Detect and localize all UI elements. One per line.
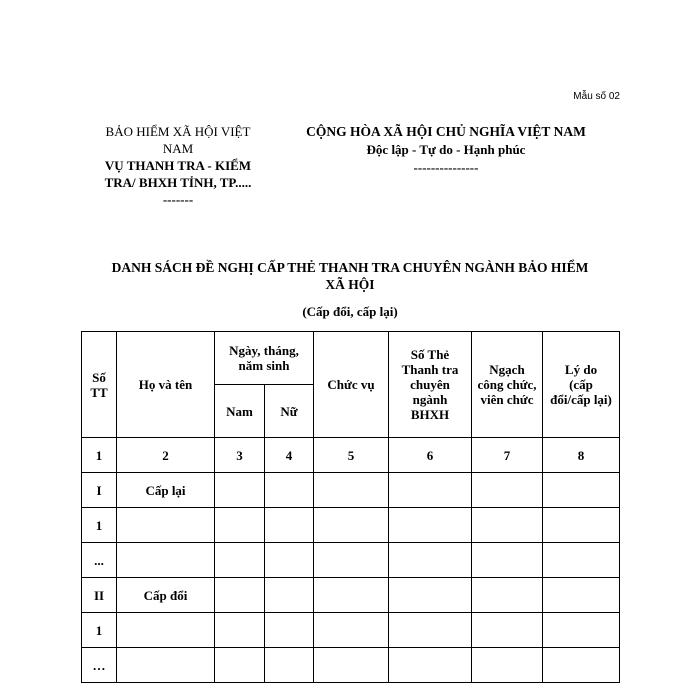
- cell: [472, 578, 543, 613]
- document-title: [80, 259, 620, 293]
- cell: [215, 543, 265, 578]
- column-number: 6: [389, 438, 472, 473]
- cell: [389, 543, 472, 578]
- request-table: [81, 331, 620, 683]
- cell: [265, 543, 314, 578]
- column-number: 8: [543, 438, 620, 473]
- header-male: Nam: [215, 385, 265, 438]
- agency-header: [88, 123, 268, 208]
- row-name: Cấp lại: [117, 473, 215, 508]
- cell: [543, 648, 620, 683]
- cell: [389, 473, 472, 508]
- cell: [215, 578, 265, 613]
- row-name: [117, 648, 215, 683]
- table-row: [82, 508, 620, 543]
- department-line1: VỤ THANH TRA - KIỂM: [104, 158, 252, 173]
- department-line2: TRA/ BHXH TỈNH, TP.....: [104, 175, 252, 190]
- header-stt: Số TT: [82, 332, 117, 438]
- cell: [314, 508, 389, 543]
- row-stt: II: [82, 578, 117, 613]
- cell: [543, 473, 620, 508]
- table-row: [82, 613, 620, 648]
- column-number-row: [82, 438, 620, 473]
- cell: [215, 473, 265, 508]
- country-name: CỘNG HÒA XÃ HỘI CHỦ NGHĨA VIỆT NAM: [306, 124, 586, 139]
- header-full-name: Họ và tên: [117, 332, 215, 438]
- column-number: 3: [215, 438, 265, 473]
- row-name: [117, 508, 215, 543]
- column-number: 4: [265, 438, 314, 473]
- cell: [543, 578, 620, 613]
- row-name: [117, 543, 215, 578]
- cell: [472, 543, 543, 578]
- agency-name-line2: NAM: [162, 141, 194, 156]
- cell: [215, 508, 265, 543]
- cell: [265, 473, 314, 508]
- header-position: Chức vụ: [314, 332, 389, 438]
- row-stt: 1: [82, 508, 117, 543]
- cell: [472, 473, 543, 508]
- row-stt: …: [82, 648, 117, 683]
- cell: [389, 578, 472, 613]
- table-row: [82, 473, 620, 508]
- agency-divider: -------: [162, 192, 194, 207]
- table-header-row: [82, 332, 620, 385]
- cell: [314, 613, 389, 648]
- header-date-of-birth: Ngày, tháng, năm sinh: [215, 332, 314, 385]
- cell: [543, 508, 620, 543]
- cell: [215, 613, 265, 648]
- row-name: [117, 613, 215, 648]
- row-name: Cấp đổi: [117, 578, 215, 613]
- agency-name-line1: BẢO HIỂM XÃ HỘI VIỆT: [105, 124, 251, 139]
- cell: [543, 613, 620, 648]
- column-number: 5: [314, 438, 389, 473]
- cell: [389, 613, 472, 648]
- cell: [314, 648, 389, 683]
- national-header: [285, 123, 607, 177]
- row-stt: 1: [82, 613, 117, 648]
- row-stt: I: [82, 473, 117, 508]
- header-rank: Ngạch công chức, viên chức: [472, 332, 543, 438]
- cell: [265, 613, 314, 648]
- national-divider: ---------------: [413, 160, 479, 175]
- table-row: [82, 648, 620, 683]
- cell: [472, 613, 543, 648]
- cell: [543, 543, 620, 578]
- cell: [215, 648, 265, 683]
- document-subtitle: (Cấp đổi, cấp lại): [302, 304, 398, 319]
- national-motto: Độc lập - Tự do - Hạnh phúc: [366, 142, 526, 157]
- cell: [389, 508, 472, 543]
- document-title-line1: DANH SÁCH ĐỀ NGHỊ CẤP THẺ THANH TRA CHUYÊN NGÀNH BẢO HIỂM: [111, 260, 589, 275]
- cell: [265, 508, 314, 543]
- column-number: 2: [117, 438, 215, 473]
- document-title-line2: XÃ HỘI: [325, 277, 375, 292]
- column-number: 1: [82, 438, 117, 473]
- cell: [472, 508, 543, 543]
- header-card-number: Số Thẻ Thanh tra chuyên ngành BHXH: [389, 332, 472, 438]
- cell: [314, 473, 389, 508]
- cell: [265, 578, 314, 613]
- table-row: [82, 543, 620, 578]
- column-number: 7: [472, 438, 543, 473]
- row-stt: ...: [82, 543, 117, 578]
- cell: [265, 648, 314, 683]
- form-number: Mẫu số 02: [573, 91, 620, 102]
- cell: [314, 578, 389, 613]
- cell: [472, 648, 543, 683]
- header-female: Nữ: [265, 385, 314, 438]
- table-row: [82, 578, 620, 613]
- cell: [314, 543, 389, 578]
- header-reason: Lý do (cấp đổi/cấp lại): [543, 332, 620, 438]
- cell: [389, 648, 472, 683]
